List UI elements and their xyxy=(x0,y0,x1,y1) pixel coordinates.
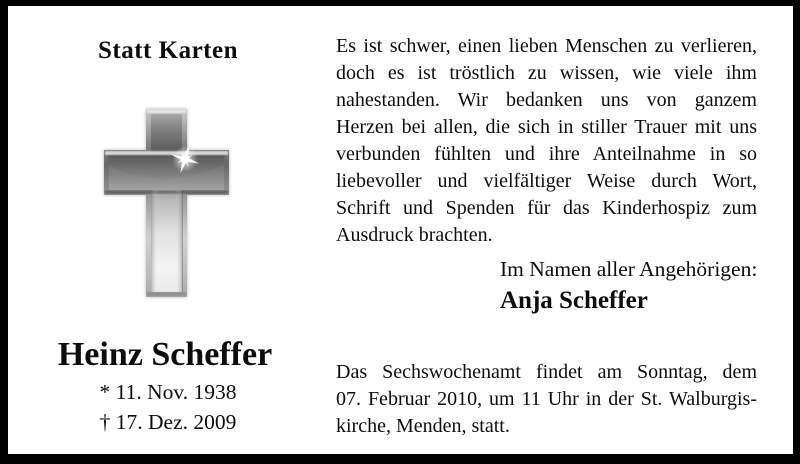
thanks-line: verbunden fühlten und ihre Anteilnahme in so xyxy=(336,143,757,165)
signature-block xyxy=(500,256,760,316)
service-paragraph xyxy=(336,359,757,440)
thanks-line: Herzen bei allen, die sich in stiller Trauer mit uns xyxy=(336,116,757,138)
statt-karten-header: Statt Karten xyxy=(98,37,238,64)
service-line: kirche, Menden, statt. xyxy=(336,415,510,437)
signature-intro: Im Namen aller Angehörigen: xyxy=(500,257,758,281)
life-dates xyxy=(48,378,288,437)
thanks-line: nahestanden. Wir bedanken uns von ganzem xyxy=(336,89,757,111)
thanks-line: Schrift und Spenden für das Kinderhospiz zum xyxy=(336,197,757,219)
thanks-line: Ausdruck brachten. xyxy=(336,224,493,246)
signature-name: Anja Scheffer xyxy=(500,287,648,314)
service-line: Das Sechswochenamt findet am Sonntag, dem xyxy=(336,361,757,383)
thanks-paragraph xyxy=(336,33,757,249)
thanks-line: doch es ist tröstlich zu wissen, wie viele ihm xyxy=(336,62,757,84)
deceased-name: Heinz Scheffer xyxy=(57,336,273,373)
thanks-line: liebevoller und vielfältiger Weise durch Wort, xyxy=(336,170,757,192)
thanks-line: Es ist schwer, einen lieben Menschen zu verlieren, xyxy=(336,35,757,57)
death-date: † 17. Dez. 2009 xyxy=(99,409,237,434)
cross-icon xyxy=(103,108,230,298)
notice-panel xyxy=(8,6,793,454)
birth-date: * 11. Nov. 1938 xyxy=(99,380,237,404)
service-line: 07. Februar 2010, um 11 Uhr in der St. Walburgis- xyxy=(336,388,757,410)
